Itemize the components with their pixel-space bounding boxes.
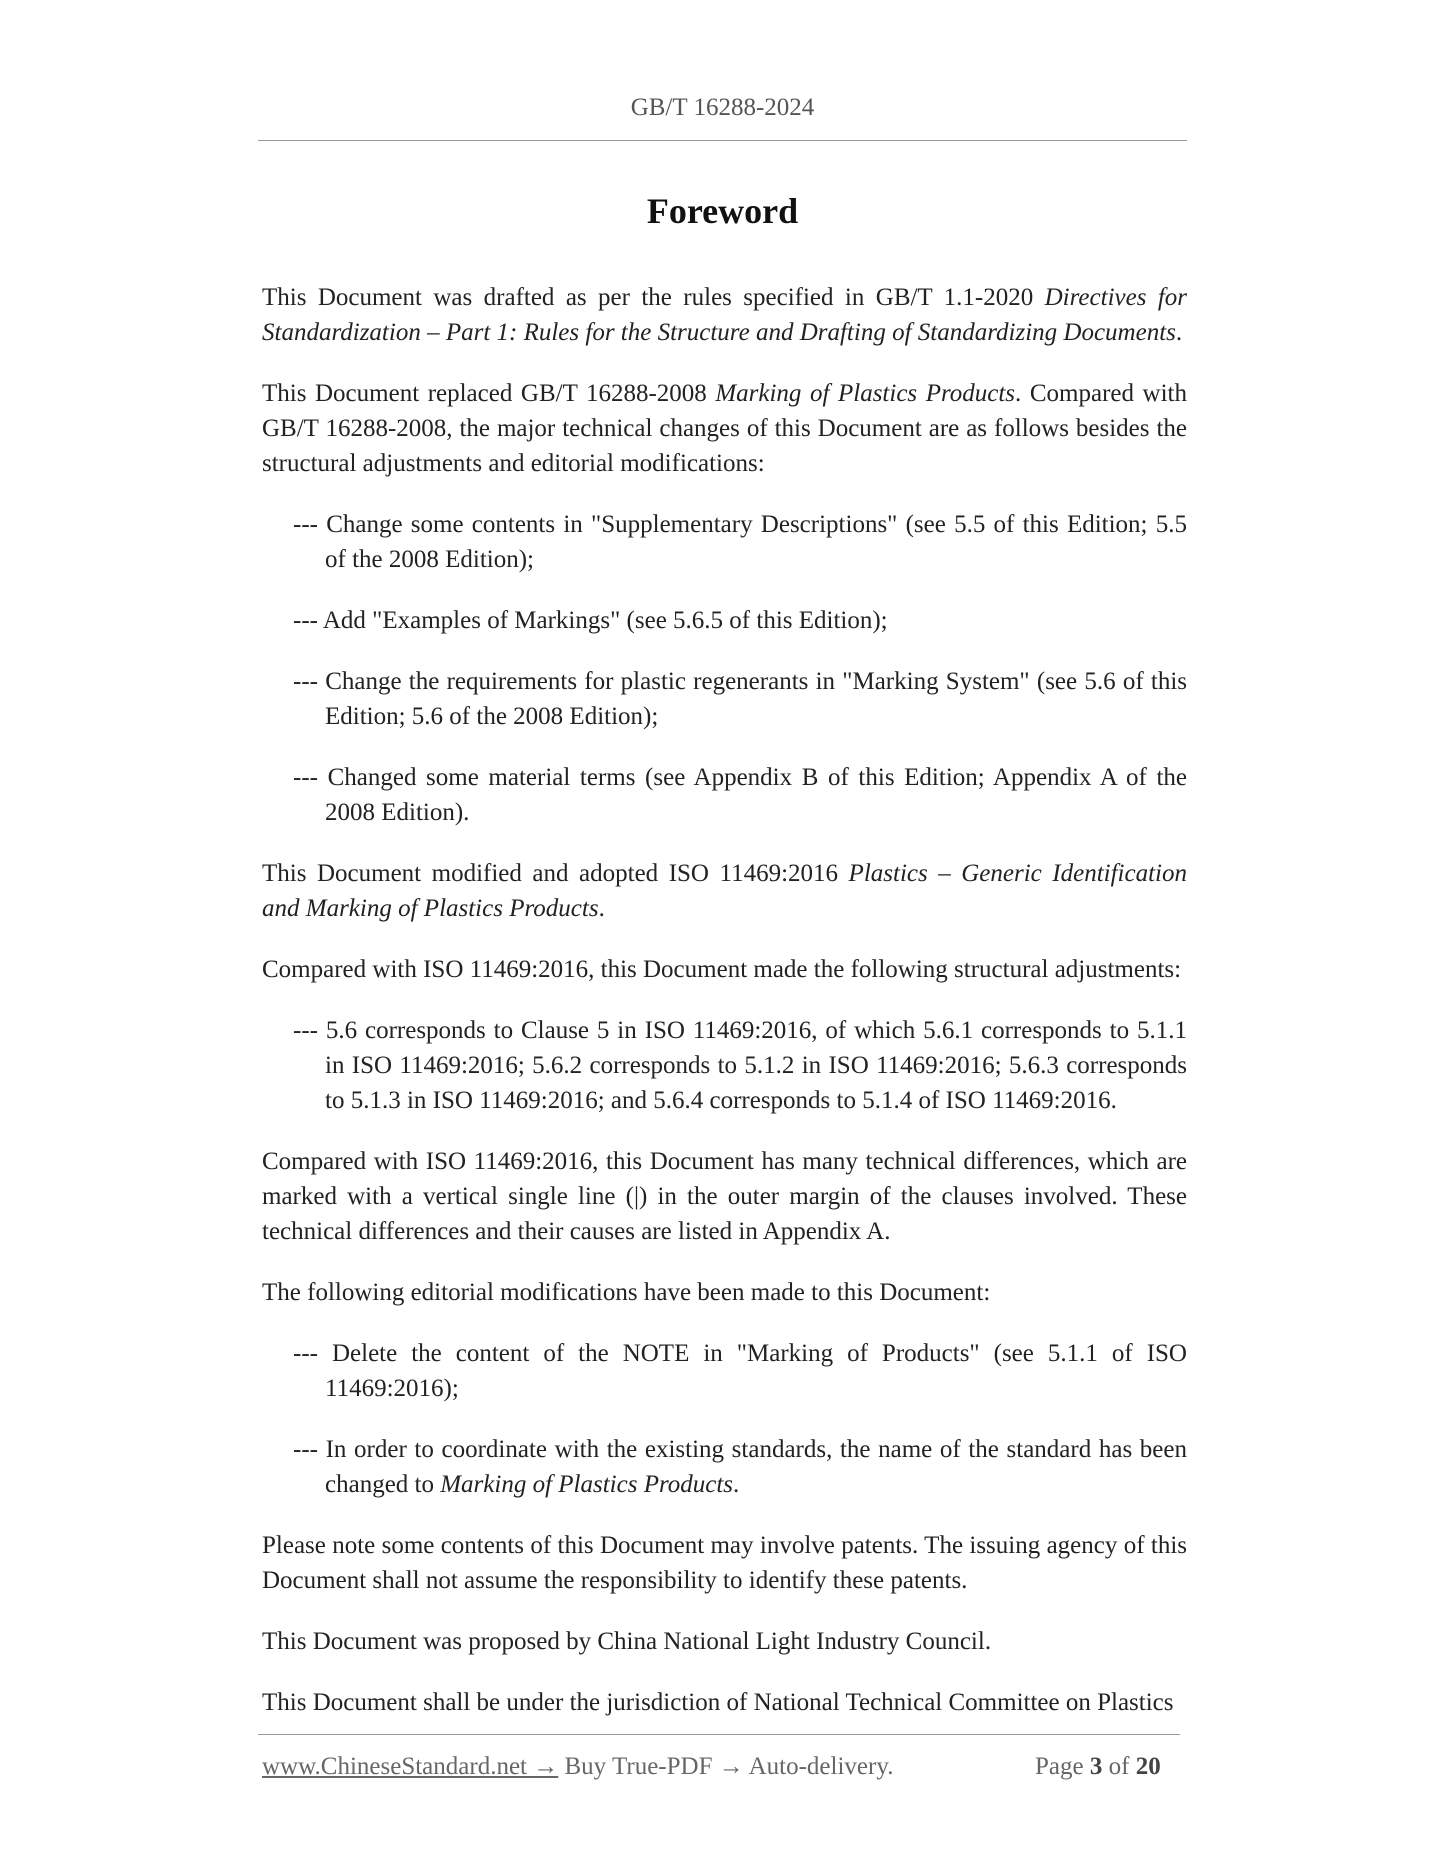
paragraph-drafting-rules: This Document was drafted as per the rules specified in GB/T 1.1-2020 Directives for Standardization – Part 1: Rules for the Structure and Drafting of Standardizing Documents. [262, 284, 1188, 346]
footer-promo [262, 1753, 893, 1781]
current-page: 3 [1089, 1753, 1103, 1780]
document-body [262, 280, 1187, 1720]
header-divider [258, 140, 1187, 141]
total-pages: 20 [1135, 1753, 1161, 1780]
footer-divider [258, 1734, 1180, 1735]
list-item-editorial: --- Delete the content of the NOTE in "Marking of Products" (see 5.1.1 of ISO 11469:2016); [293, 1340, 1187, 1402]
paragraph-structural-intro: Compared with ISO 11469:2016, this Document made the following structural adjustments: [262, 956, 1182, 983]
paragraph-editorial-intro: The following editorial modifications have been made to this Document: [262, 1279, 991, 1306]
page-number: Page 3 of 20 [1035, 1753, 1161, 1780]
paragraph-patents: Please note some contents of this Document may involve patents. The issuing agency of this Document shall not assume the responsibility to identify these patents. [262, 1532, 1187, 1594]
website-link[interactable]: www.ChineseStandard.net → [262, 1753, 559, 1780]
list-item-editorial: --- In order to coordinate with the existing standards, the name of the standard has been changed to Marking of Plastics Products. [293, 1436, 1187, 1498]
paragraph-adoption: This Document modified and adopted ISO 11469:2016 Plastics – Generic Identification and Marking of Plastics Products. [262, 860, 1187, 922]
italic-title: Marking of Plastics Products [715, 380, 1016, 407]
paragraph-jurisdiction: This Document shall be under the jurisdiction of National Technical Committee on Plastics [262, 1689, 1174, 1716]
list-item-change: --- Changed some material terms (see Appendix B of this Edition; Appendix A of the 2008 Edition). [293, 764, 1187, 826]
footer-promo-text: Buy True-PDF → Auto-delivery. [558, 1753, 894, 1780]
paragraph-proposed: This Document was proposed by China National Light Industry Council. [262, 1628, 992, 1655]
list-item-structural: --- 5.6 corresponds to Clause 5 in ISO 11469:2016, of which 5.6.1 corresponds to 5.1.1 in ISO 11469:2016; 5.6.2 corresponds to 5.1.2 in ISO 11469:2016; 5.6.3 corresponds to 5.1.3 in ISO 11469:2016; and 5.6.4 corresponds to 5.1.4 of ISO 11469:2016. [293, 1017, 1187, 1114]
italic-title: Plastics – Generic Identification and Marking of Plastics Products [262, 860, 1187, 922]
paragraph-technical-differences: Compared with ISO 11469:2016, this Document has many technical differences, which are marked with a vertical single line (|) in the outer margin of the clauses involved. These technical differences and their causes are listed in Appendix A. [262, 1148, 1187, 1245]
italic-title: Directives for Standardization – Part 1: Rules for the Structure and Drafting of Standardizing Documents [262, 284, 1188, 346]
running-header: GB/T 16288-2024 [630, 94, 815, 121]
page-title: Foreword [646, 191, 799, 231]
list-item-change: --- Add "Examples of Markings" (see 5.6.5 of this Edition); [293, 607, 888, 634]
list-item-change: --- Change the requirements for plastic regenerants in "Marking System" (see 5.6 of this Edition; 5.6 of the 2008 Edition); [293, 668, 1187, 730]
italic-title: Marking of Plastics Products [440, 1471, 734, 1498]
list-item-change: --- Change some contents in "Supplementary Descriptions" (see 5.5 of this Edition; 5.5 of the 2008 Edition); [293, 511, 1187, 573]
paragraph-replacement: This Document replaced GB/T 16288-2008 Marking of Plastics Products. Compared with GB/T 16288-2008, the major technical changes of this Document are as follows besides the structural adjustments and editorial modifications: [262, 380, 1187, 477]
